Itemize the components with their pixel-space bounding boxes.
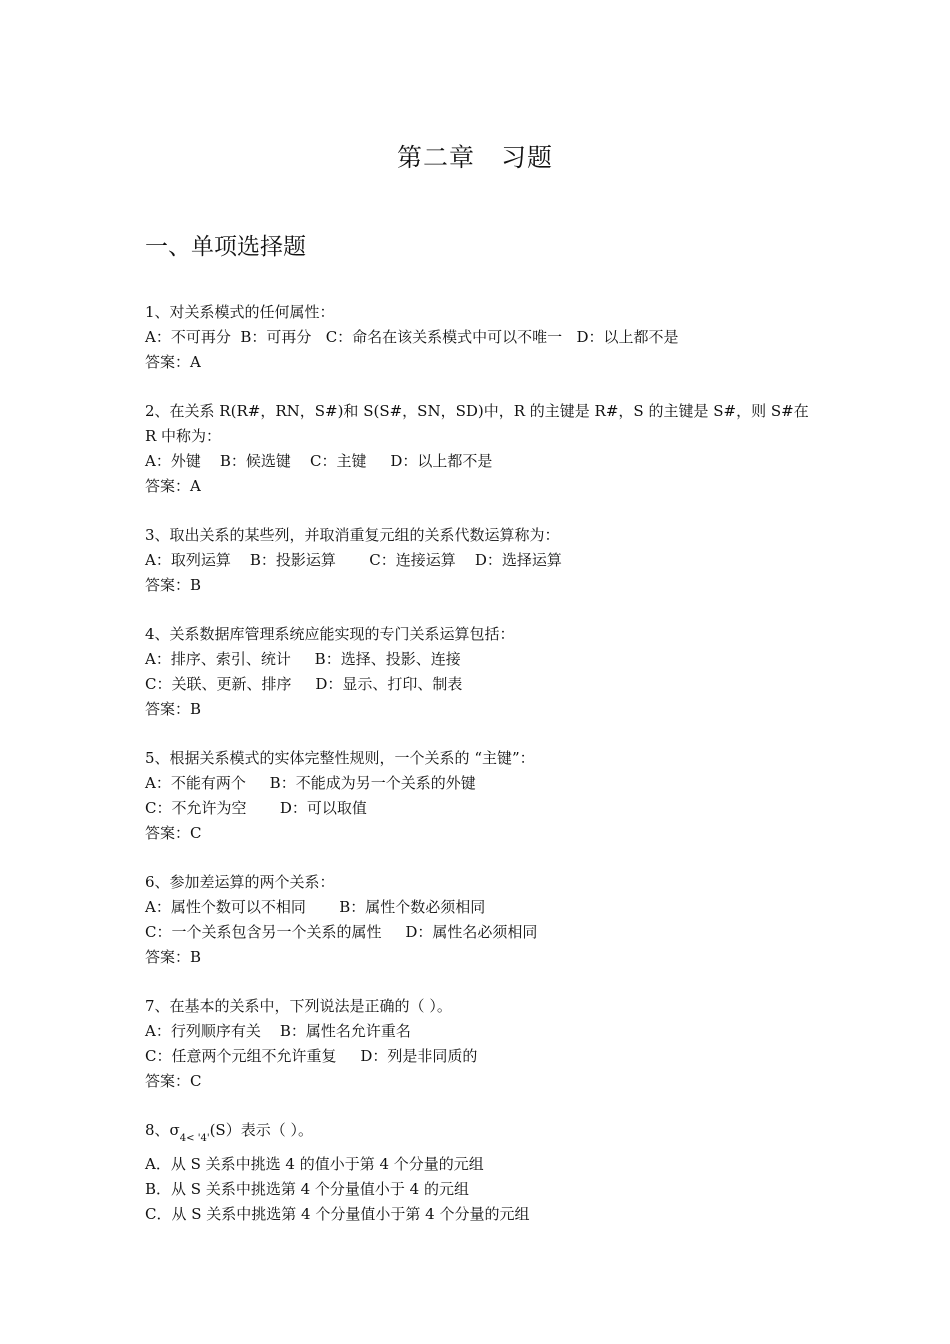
question-line: 7、在基本的关系中，下列说法是正确的（ ）。 — [145, 997, 452, 1016]
question-list — [145, 300, 825, 1251]
question-3 — [145, 523, 825, 597]
option-b: B．从 S 关系中挑选第 4 个分量值小于 4 的元组 — [145, 1179, 469, 1198]
options-line: A：外键 B：候选键 C：主键 D：以上都不是 — [145, 451, 493, 470]
question-1 — [145, 300, 825, 374]
sigma-subscript: 4< '4' — [179, 1133, 210, 1145]
question-2 — [145, 399, 825, 498]
question-8 — [145, 1118, 825, 1226]
options-line: A：不能有两个 B：不能成为另一个关系的外键 — [145, 774, 476, 793]
question-line: R 中称为： — [145, 426, 222, 445]
answer-line: 答案：B — [145, 575, 202, 594]
answer-line: 答案：B — [145, 699, 202, 718]
answer-line: 答案：A — [145, 352, 201, 371]
question-line: 1、对关系模式的任何属性： — [145, 303, 335, 321]
answer-line: 答案：B — [145, 947, 202, 966]
options-line: A：取列运算 B：投影运算 C：连接运算 D：选择运算 — [145, 550, 562, 569]
question-5 — [145, 746, 825, 845]
option-a: A．从 S 关系中挑选 4 的值小于第 4 个分量的元组 — [145, 1155, 484, 1174]
options-line: C：任意两个元组不允许重复 D：列是非同质的 — [145, 1046, 478, 1065]
question-line: 6、参加差运算的两个关系： — [145, 873, 335, 892]
options-line: C：关联、更新、排序 D：显示、打印、制表 — [145, 674, 463, 693]
options-line: C：不允许为空 D：可以取值 — [145, 798, 367, 817]
options-line: A：排序、索引、统计 B：选择、投影、连接 — [145, 650, 461, 669]
question-4 — [145, 622, 825, 721]
question-suffix: (S）表示（ ）。 — [209, 1121, 313, 1140]
option-c: C．从 S 关系中挑选第 4 个分量值小于第 4 个分量的元组 — [145, 1204, 530, 1223]
options-line: A：属性个数可以不相同 B：属性个数必须相同 — [145, 898, 486, 917]
question-line — [145, 1118, 825, 1152]
answer-line: 答案：C — [145, 1071, 202, 1090]
question-line: 3、取出关系的某些列，并取消重复元组的关系代数运算称为： — [145, 526, 560, 545]
options-line: A：行列顺序有关 B：属性名允许重名 — [145, 1022, 411, 1041]
answer-line: 答案：C — [145, 823, 202, 842]
section-heading: 一、单项选择题 — [145, 234, 306, 260]
page-title: 第二章 习题 — [396, 143, 553, 172]
answer-line: 答案：A — [145, 476, 201, 495]
question-6 — [145, 870, 825, 969]
question-line: 4、关系数据库管理系统应能实现的专门关系运算包括： — [145, 625, 515, 644]
question-prefix: 8、σ — [145, 1121, 180, 1140]
options-line: A：不可再分 B：可再分 C：命名在该关系模式中可以不唯一 D：以上都不是 — [145, 327, 679, 346]
question-7 — [145, 994, 825, 1093]
question-line: 5、根据关系模式的实体完整性规则，一个关系的 “主键”： — [145, 749, 535, 768]
options-line: C：一个关系包含另一个关系的属性 D：属性名必须相同 — [145, 922, 538, 941]
question-line: 2、在关系 R(R#，RN，S#)和 S(S#，SN，SD)中，R 的主键是 R#，S 的主键是 S#，则 S#在 — [145, 402, 809, 421]
